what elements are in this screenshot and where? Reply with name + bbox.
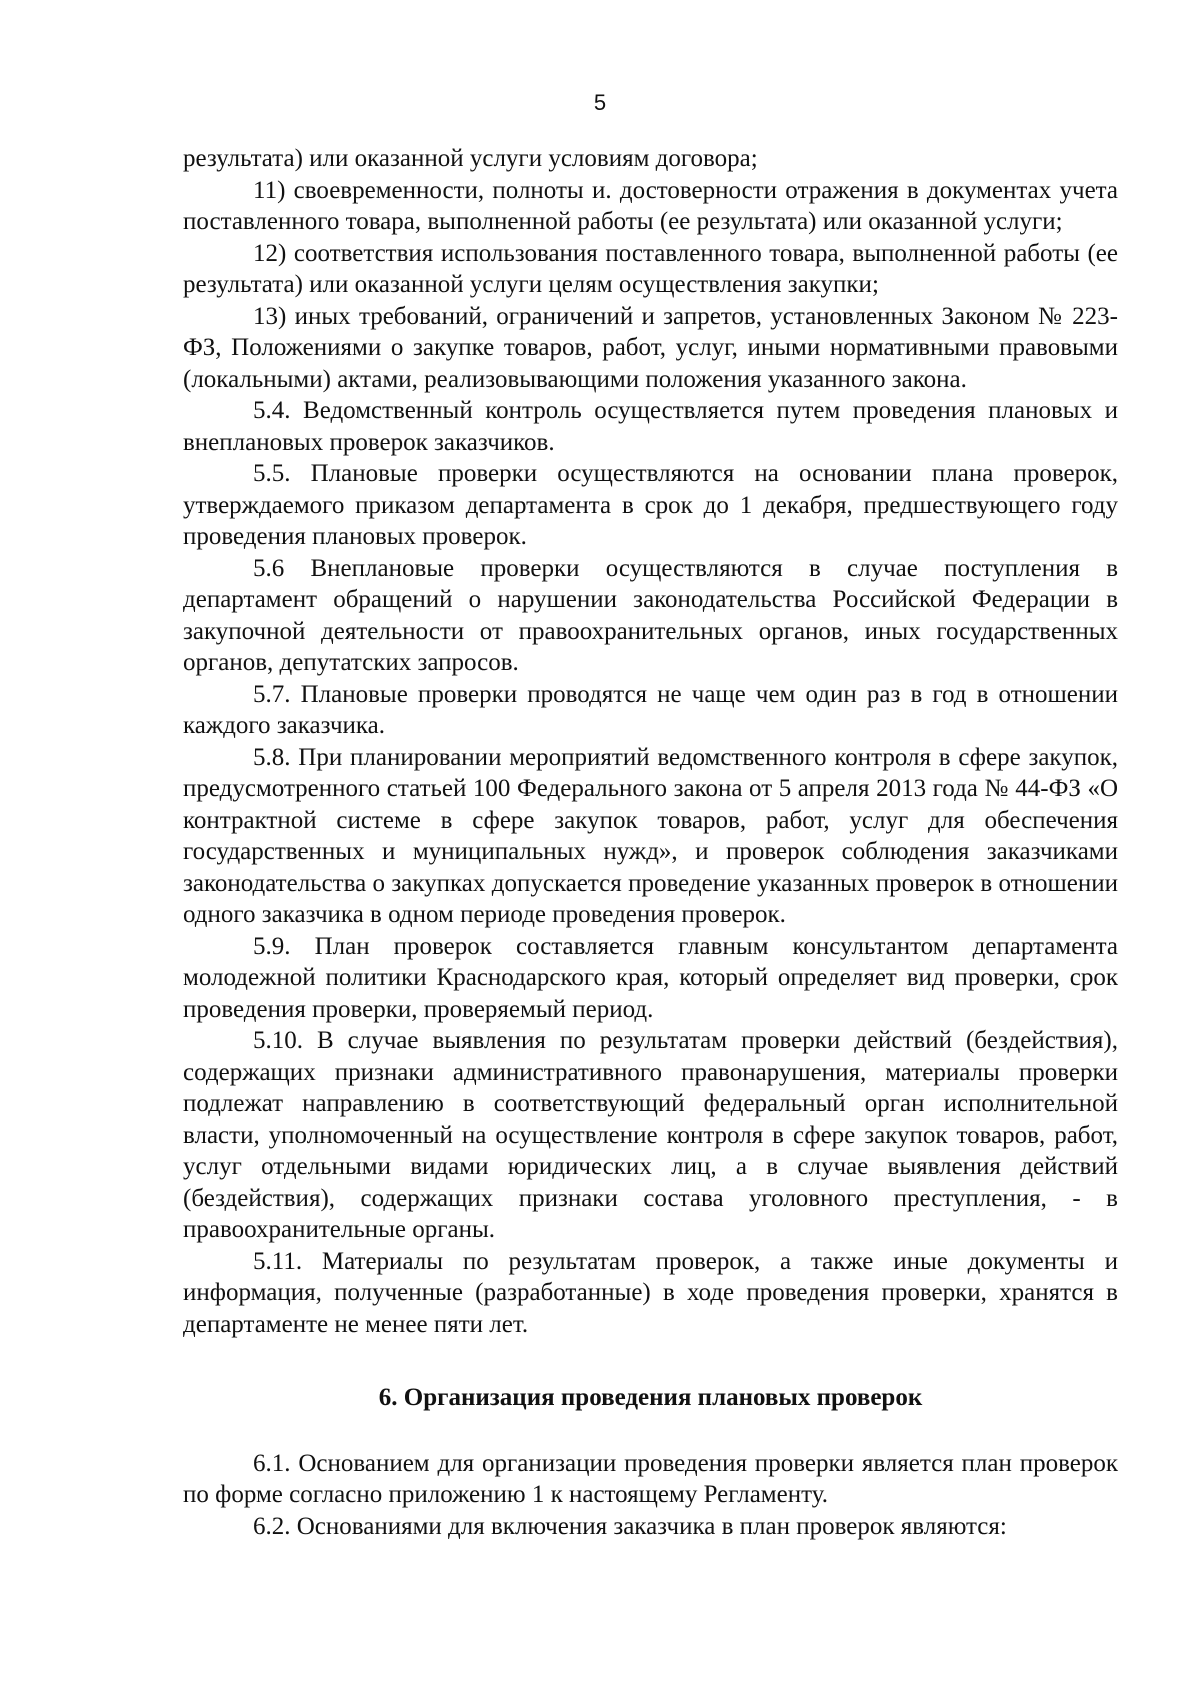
section-6-heading: 6. Организация проведения плановых проверок <box>378 1384 923 1411</box>
paragraph-item-11: 11) своевременности, полноты и. достоверности отражения в документах учета поставленного товара, выполненной работы (ее результата) или оказанной услуги; <box>183 176 1118 235</box>
paragraph-5-6: 5.6 Внеплановые проверки осуществляются в случае поступления в департамент обращений о нарушении законодательства Российской Федерации в закупочной деятельности от правоохранительных органов, иных государственных органов, депутатских запросов. <box>183 554 1118 676</box>
paragraph-5-8: 5.8. При планировании мероприятий ведомственного контроля в сфере закупок, предусмотренного статьей 100 Федерального закона от 5 апреля 2013 года № 44-ФЗ «О контрактной системе в сфере закупок товаров, работ, услуг для обеспечения государственных и муниципальных нужд», и проверок соблюдения заказчиками законодательства о закупках допускается проведение указанных проверок в отношении одного заказчика в одном периоде проведения проверок. <box>183 743 1118 928</box>
paragraph-5-7: 5.7. Плановые проверки проводятся не чаще чем один раз в год в отношении каждого заказчика. <box>183 680 1118 739</box>
paragraph-5-11: 5.11. Материалы по результатам проверок, а также иные документы и информация, полученные (разработанные) в ходе проведения проверки, хранятся в департаменте не менее пяти лет. <box>183 1247 1118 1338</box>
paragraph-5-4: 5.4. Ведомственный контроль осуществляется путем проведения плановых и внеплановых проверок заказчиков. <box>183 397 1118 456</box>
paragraph-5-10: 5.10. В случае выявления по результатам проверки действий (бездействия), содержащих признаки административного правонарушения, материалы проверки подлежат направлению в соответствующий федеральный орган исполнительной власти, уполномоченный на осуществление контроля в сфере закупок товаров, работ, услуг отдельными видами юридических лиц, а в случае выявления действий (бездействия), содержащих признаки состава уголовного преступления, - в правоохранительные органы. <box>183 1027 1118 1243</box>
paragraph-5-9: 5.9. План проверок составляется главным консультантом департамента молодежной политики Краснодарского края, который определяет вид проверки, срок проведения проверки, проверяемый период. <box>183 932 1118 1023</box>
document-body <box>183 143 1118 1542</box>
paragraph-item-13: 13) иных требований, ограничений и запретов, установленных Законом № 223-ФЗ, Положениями о закупке товаров, работ, услуг, иными нормативными правовыми (локальными) актами, реализовывающими положения указанного закона. <box>183 302 1118 393</box>
paragraph-continuation: результата) или оказанной услуги условиям договора; <box>183 145 758 172</box>
paragraph-5-5: 5.5. Плановые проверки осуществляются на основании плана проверок, утверждаемого приказом департамента в срок до 1 декабря, предшествующего году проведения плановых проверок. <box>183 460 1118 550</box>
page-number: 5 <box>593 90 607 115</box>
paragraph-item-12: 12) соответствия использования поставленного товара, выполненной работы (ее результата) или оказанной услуги целям осуществления закупки; <box>183 239 1118 298</box>
paragraph-6-1: 6.1. Основанием для организации проведения проверки является план проверок по форме согласно приложению 1 к настоящему Регламенту. <box>183 1449 1118 1508</box>
paragraph-6-2: 6.2. Основаниями для включения заказчика в план проверок являются: <box>253 1512 1007 1540</box>
